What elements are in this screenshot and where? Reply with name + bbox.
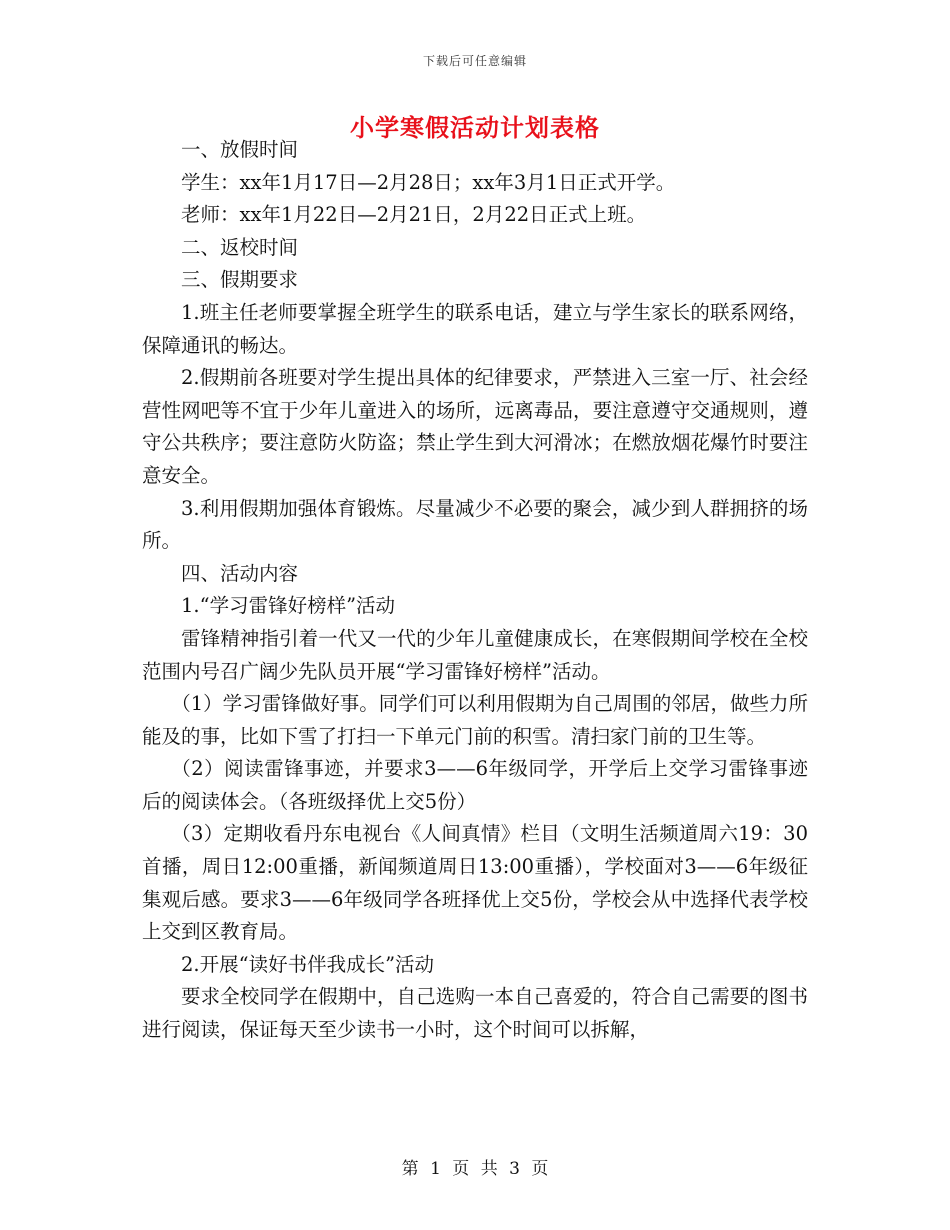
- subheading-activity-2: 2.开展“读好书伴我成长”活动: [181, 952, 435, 976]
- paragraph-teachers-schedule: 老师：xx年1月22日—2月21日，2月22日正式上班。: [181, 203, 647, 227]
- document-title: 小学寒假活动计划表格: [350, 113, 600, 142]
- subheading-activity-1: 1.“学习雷锋好榜样”活动: [181, 594, 396, 618]
- paragraph-activity-1-item-3: （3）定期收看丹东电视台《人间真情》栏目（文明生活频道周六19：30首播，周日12:00重播，新闻频道周日13:00重播），学校面对3——6年级征集观后感。要求3——6年级同学各班择优上交5份，学校会从中选择代表学校上交到区教育局。: [142, 822, 808, 944]
- page-footer: 第 1 页 共 3 页: [401, 1159, 549, 1179]
- paragraph-activity-1-item-2: （2）阅读雷锋事迹，并要求3——6年级同学，开学后上交学习雷锋事迹后的阅读体会。（各班级择优上交5份）: [142, 757, 808, 813]
- header-note: 下载后可任意编辑: [422, 54, 527, 68]
- section-heading-activities: 四、活动内容: [181, 561, 299, 585]
- paragraph-activity-1-item-1: （1）学习雷锋做好事。同学们可以利用假期为自己周围的邻居，做些力所能及的事，比如下雪了打扫一下单元门前的积雪。清扫家门前的卫生等。: [142, 692, 808, 748]
- paragraph-requirement-2: 2.假期前各班要对学生提出具体的纪律要求，严禁进入三室一厅、社会经营性网吧等不宜于少年儿童进入的场所，远离毒品，要注意遵守交通规则，遵守公共秩序；要注意防火防盗；禁止学生到大河滑冰；在燃放烟花爆竹时要注意安全。: [142, 366, 808, 487]
- section-heading-return-time: 二、返校时间: [181, 235, 299, 259]
- paragraph-requirement-3: 3.利用假期加强体育锻炼。尽量减少不必要的聚会，减少到人群拥挤的场所。: [142, 496, 808, 553]
- paragraph-activity-2-body: 要求全校同学在假期中，自己选购一本自己喜爱的，符合自己需要的图书进行阅读，保证每天至少读书一小时，这个时间可以拆解，: [142, 985, 808, 1042]
- paragraph-students-schedule: 学生：xx年1月17日—2月28日；xx年3月1日正式开学。: [181, 170, 676, 194]
- paragraph-activity-1-intro: 雷锋精神指引着一代又一代的少年儿童健康成长，在寒假期间学校在全校范围内号召广阔少先队员开展“学习雷锋好榜样”活动。: [142, 626, 808, 683]
- section-heading-holiday-requirements: 三、假期要求: [181, 268, 299, 292]
- section-heading-holiday-time: 一、放假时间: [181, 138, 299, 161]
- document-body: [142, 134, 808, 1047]
- paragraph-requirement-1: 1.班主任老师要掌握全班学生的联系电话，建立与学生家长的联系网络，保障通讯的畅达。: [142, 300, 808, 357]
